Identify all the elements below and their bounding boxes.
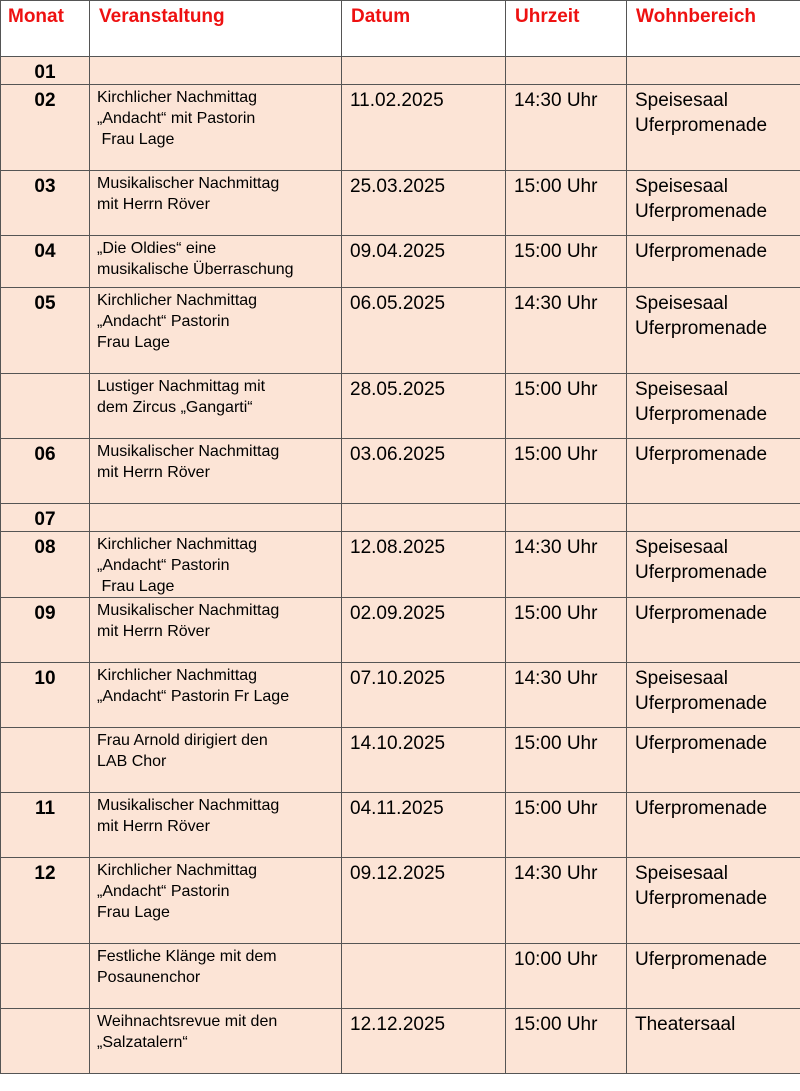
- uhrzeit-cell: 10:00 Uhr: [506, 944, 627, 1009]
- monat-cell: 10: [1, 663, 90, 728]
- uhrzeit-cell: 15:00 Uhr: [506, 598, 627, 663]
- uhrzeit-cell: 14:30 Uhr: [506, 85, 627, 171]
- wohnbereich-cell: Speisesaal Uferpromenade: [627, 85, 800, 171]
- uhrzeit-cell: 14:30 Uhr: [506, 532, 627, 598]
- datum-cell: 14.10.2025: [342, 728, 506, 793]
- uhrzeit-cell: [506, 504, 627, 532]
- monat-cell: 12: [1, 858, 90, 944]
- veranstaltung-cell: Musikalischer Nachmittag mit Herrn Röver: [90, 793, 342, 858]
- monat-cell: 05: [1, 288, 90, 374]
- datum-cell: 02.09.2025: [342, 598, 506, 663]
- table-row: [1, 944, 800, 1009]
- veranstaltung-cell: Kirchlicher Nachmittag „Andacht“ Pastorin Frau Lage: [90, 532, 342, 598]
- monat-cell: 08: [1, 532, 90, 598]
- veranstaltung-cell: Musikalischer Nachmittag mit Herrn Röver: [90, 598, 342, 663]
- table-row: [1, 728, 800, 793]
- uhrzeit-cell: [506, 57, 627, 85]
- wohnbereich-cell: Speisesaal Uferpromenade: [627, 858, 800, 944]
- monat-cell: 01: [1, 57, 90, 85]
- uhrzeit-cell: 15:00 Uhr: [506, 793, 627, 858]
- datum-cell: 07.10.2025: [342, 663, 506, 728]
- wohnbereich-cell: Uferpromenade: [627, 439, 800, 504]
- table-row: [1, 1009, 800, 1074]
- veranstaltung-cell: Frau Arnold dirigiert den LAB Chor: [90, 728, 342, 793]
- table-row: [1, 171, 800, 236]
- veranstaltung-cell: [90, 57, 342, 85]
- monat-cell: 11: [1, 793, 90, 858]
- uhrzeit-cell: 15:00 Uhr: [506, 1009, 627, 1074]
- veranstaltung-cell: Kirchlicher Nachmittag „Andacht“ Pastorin Frau Lage: [90, 288, 342, 374]
- monat-cell: [1, 1009, 90, 1074]
- header-wohnbereich: Wohnbereich: [627, 1, 800, 57]
- table-row: [1, 236, 800, 288]
- wohnbereich-cell: Uferpromenade: [627, 598, 800, 663]
- monat-cell: 03: [1, 171, 90, 236]
- datum-cell: 09.12.2025: [342, 858, 506, 944]
- datum-cell: [342, 57, 506, 85]
- monat-cell: 09: [1, 598, 90, 663]
- header-monat: Monat: [1, 1, 90, 57]
- table-row: [1, 663, 800, 728]
- uhrzeit-cell: 15:00 Uhr: [506, 171, 627, 236]
- wohnbereich-cell: Uferpromenade: [627, 944, 800, 1009]
- veranstaltung-cell: Musikalischer Nachmittag mit Herrn Röver: [90, 171, 342, 236]
- uhrzeit-cell: 15:00 Uhr: [506, 728, 627, 793]
- wohnbereich-cell: Speisesaal Uferpromenade: [627, 288, 800, 374]
- uhrzeit-cell: 14:30 Uhr: [506, 288, 627, 374]
- veranstaltung-cell: [90, 504, 342, 532]
- table-row: [1, 598, 800, 663]
- monat-cell: 06: [1, 439, 90, 504]
- datum-cell: 04.11.2025: [342, 793, 506, 858]
- wohnbereich-cell: Speisesaal Uferpromenade: [627, 374, 800, 439]
- datum-cell: 06.05.2025: [342, 288, 506, 374]
- monat-cell: 04: [1, 236, 90, 288]
- table-row: [1, 504, 800, 532]
- uhrzeit-cell: 14:30 Uhr: [506, 663, 627, 728]
- wohnbereich-cell: Speisesaal Uferpromenade: [627, 663, 800, 728]
- uhrzeit-cell: 14:30 Uhr: [506, 858, 627, 944]
- table-row: [1, 374, 800, 439]
- datum-cell: [342, 944, 506, 1009]
- veranstaltung-cell: Kirchlicher Nachmittag „Andacht“ Pastorin Fr Lage: [90, 663, 342, 728]
- datum-cell: 09.04.2025: [342, 236, 506, 288]
- monat-cell: [1, 374, 90, 439]
- table-row: [1, 288, 800, 374]
- veranstaltung-cell: Kirchlicher Nachmittag „Andacht“ Pastorin Frau Lage: [90, 858, 342, 944]
- wohnbereich-cell: Uferpromenade: [627, 236, 800, 288]
- veranstaltung-cell: Lustiger Nachmittag mit dem Zircus „Gangarti“: [90, 374, 342, 439]
- uhrzeit-cell: 15:00 Uhr: [506, 374, 627, 439]
- table-row: [1, 439, 800, 504]
- wohnbereich-cell: Uferpromenade: [627, 793, 800, 858]
- uhrzeit-cell: 15:00 Uhr: [506, 236, 627, 288]
- datum-cell: 03.06.2025: [342, 439, 506, 504]
- wohnbereich-cell: Theatersaal: [627, 1009, 800, 1074]
- veranstaltung-cell: „Die Oldies“ eine musikalische Überraschung: [90, 236, 342, 288]
- header-uhrzeit: Uhrzeit: [506, 1, 627, 57]
- header-veranstaltung: Veranstaltung: [90, 1, 342, 57]
- monat-cell: 07: [1, 504, 90, 532]
- table-row: [1, 858, 800, 944]
- table-row: [1, 57, 800, 85]
- veranstaltung-cell: Festliche Klänge mit dem Posaunenchor: [90, 944, 342, 1009]
- wohnbereich-cell: Speisesaal Uferpromenade: [627, 171, 800, 236]
- veranstaltung-cell: Weihnachtsrevue mit den „Salzatalern“: [90, 1009, 342, 1074]
- header-row: [1, 1, 800, 57]
- table-row: [1, 532, 800, 598]
- datum-cell: 12.08.2025: [342, 532, 506, 598]
- veranstaltung-cell: Musikalischer Nachmittag mit Herrn Röver: [90, 439, 342, 504]
- wohnbereich-cell: Uferpromenade: [627, 728, 800, 793]
- monat-cell: 02: [1, 85, 90, 171]
- wohnbereich-cell: Speisesaal Uferpromenade: [627, 532, 800, 598]
- datum-cell: [342, 504, 506, 532]
- datum-cell: 25.03.2025: [342, 171, 506, 236]
- wohnbereich-cell: [627, 504, 800, 532]
- uhrzeit-cell: 15:00 Uhr: [506, 439, 627, 504]
- header-datum: Datum: [342, 1, 506, 57]
- datum-cell: 12.12.2025: [342, 1009, 506, 1074]
- veranstaltung-cell: Kirchlicher Nachmittag „Andacht“ mit Pastorin Frau Lage: [90, 85, 342, 171]
- table-row: [1, 793, 800, 858]
- datum-cell: 11.02.2025: [342, 85, 506, 171]
- datum-cell: 28.05.2025: [342, 374, 506, 439]
- table-row: [1, 85, 800, 171]
- wohnbereich-cell: [627, 57, 800, 85]
- monat-cell: [1, 944, 90, 1009]
- monat-cell: [1, 728, 90, 793]
